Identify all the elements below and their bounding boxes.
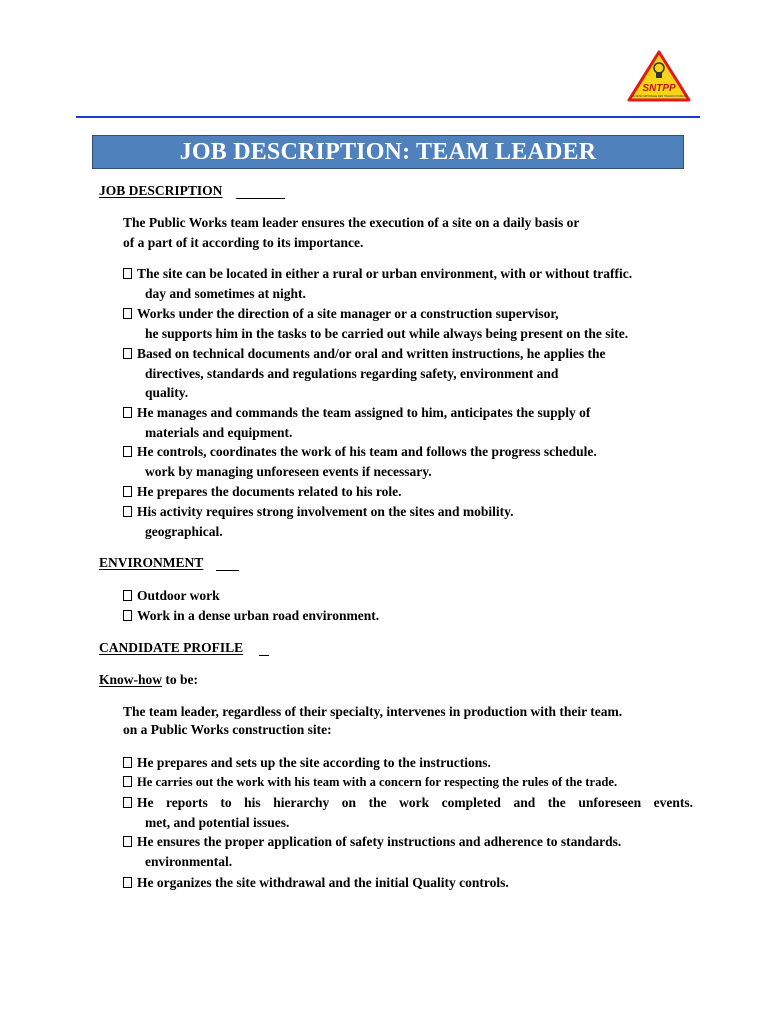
bullet-continuation [145,854,232,870]
bullet-continuation-text: materials and equipment. [145,425,293,440]
logo-subtext: SOCIÉTÉ NATIONALE DES TRAVAUX PUBLICS [630,95,688,98]
profile-intro-line [123,704,622,720]
bullet-continuation [145,326,628,342]
section-heading-environment [99,555,203,571]
bullet-item-text: He carries out the work with his team with a concern for respecting the rules of the trade. [137,775,618,789]
bullet-box-icon [123,610,132,621]
bullet-item [123,775,617,790]
bullet-continuation [145,464,432,480]
logo-text: SNTPP [642,83,676,94]
environment-item [123,588,220,604]
bullet-box-icon [123,308,132,319]
bullet-box-icon [123,506,132,517]
bullet-item [123,346,606,362]
bullet-item-text: His activity requires strong involvement on the sites and mobility. [137,504,514,519]
bullet-box-icon [123,590,132,601]
bullet-box-icon [123,348,132,359]
bullet-item [123,795,693,811]
bullet-item-text: Based on technical documents and/or oral and written instructions, he applies the [137,346,606,361]
environment-item-text: Outdoor work [137,588,220,603]
profile-intro-line [123,722,332,738]
bullet-continuation-text: met, and potential issues. [145,815,290,830]
bullet-continuation [145,425,292,441]
know-how-subheading [99,672,198,688]
bullet-box-icon [123,757,132,768]
bullet-box-icon [123,446,132,457]
heading-underline [216,570,239,571]
job-intro-line-text: The Public Works team leader ensures the execution of a site on a daily basis or [123,215,580,230]
environment-item [123,608,379,624]
heading-underline [259,655,269,656]
bullet-item-text: He reports to his hierarchy on the work completed and the unforeseen events. [137,795,693,810]
know-how-suffix: to be: [162,672,199,687]
profile-intro-line-text: on a Public Works construction site: [123,722,332,737]
bullet-continuation [145,366,558,382]
bullet-item-text: He ensures the proper application of safety instructions and adherence to standards. [137,834,622,849]
bullet-item [123,405,590,421]
bullet-item-text: Works under the direction of a site manager or a construction supervisor, [137,306,559,321]
bullet-continuation-text: geographical. [145,524,223,539]
bullet-item [123,504,514,520]
company-logo [627,50,691,102]
bullet-continuation-text: he supports him in the tasks to be carried out while always being present on the site. [145,326,629,341]
bullet-item [123,875,509,891]
bullet-box-icon [123,776,132,787]
bullet-continuation-text: environmental. [145,854,233,869]
bullet-box-icon [123,268,132,279]
bullet-box-icon [123,797,132,808]
bullet-item [123,266,632,282]
bullet-continuation-text: day and sometimes at night. [145,286,306,301]
bullet-item [123,755,491,771]
section-heading-job-description-text: JOB DESCRIPTION [99,183,223,198]
section-heading-candidate-profile [99,640,243,656]
bullet-continuation-text: quality. [145,385,189,400]
bullet-box-icon [123,486,132,497]
bullet-continuation [145,385,188,401]
page-title: JOB DESCRIPTION: TEAM LEADER [179,139,597,165]
bullet-item [123,306,559,322]
profile-intro-line-text: The team leader, regardless of their specialty, intervenes in production with their team. [123,704,623,719]
job-intro-line-text: of a part of it according to its importance. [123,235,364,250]
bullet-item [123,444,597,460]
bullet-item-text: The site can be located in either a rural or urban environment, with or without traffic. [137,266,633,281]
section-heading-job-description [99,183,222,199]
header-divider [76,116,700,118]
bullet-continuation [145,524,223,540]
bullet-item-text: He organizes the site withdrawal and the initial Quality controls. [137,875,509,890]
bullet-item-text: He prepares the documents related to his role. [137,484,402,499]
bullet-item-text: He manages and commands the team assigned to him, anticipates the supply of [137,405,591,420]
job-intro-line [123,235,363,251]
section-heading-candidate-profile-text: CANDIDATE PROFILE [99,640,244,655]
bullet-box-icon [123,877,132,888]
bullet-box-icon [123,407,132,418]
section-heading-environment-text: ENVIRONMENT [99,555,204,570]
bullet-continuation [145,286,306,302]
bullet-item-text: He prepares and sets up the site according to the instructions. [137,755,491,770]
bullet-continuation-text: work by managing unforeseen events if necessary. [145,464,432,479]
know-how-label: Know-how [99,672,163,687]
bullet-continuation-text: directives, standards and regulations regarding safety, environment and [145,366,559,381]
bullet-box-icon [123,836,132,847]
bullet-item [123,834,621,850]
job-intro-line [123,215,579,231]
bullet-item-text: He controls, coordinates the work of his team and follows the progress schedule. [137,444,597,459]
bullet-item [123,484,401,500]
bullet-continuation [145,815,289,831]
title-banner [92,135,684,169]
heading-underline [236,198,285,199]
environment-item-text: Work in a dense urban road environment. [137,608,380,623]
